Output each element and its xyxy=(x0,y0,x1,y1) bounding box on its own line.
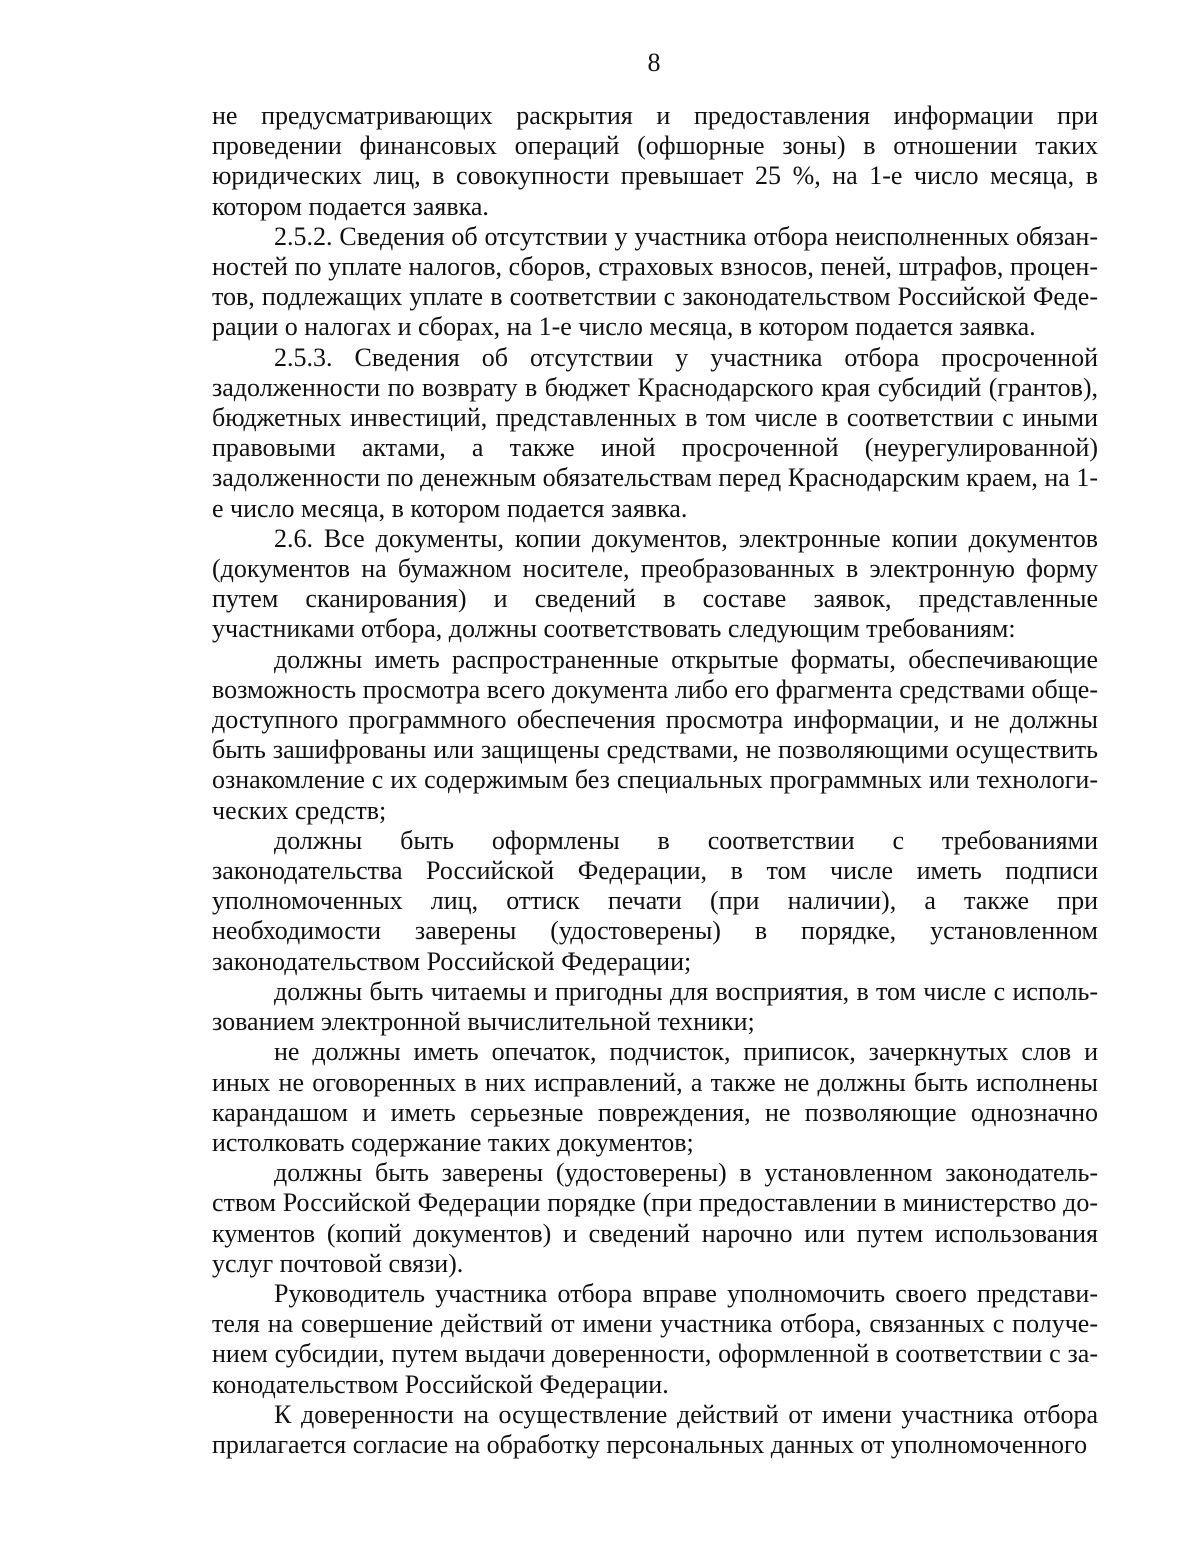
paragraph-2-5-3: 2.5.3. Сведения об отсутствии у участника отбора просроченной задолженности по возврату в бюджет Краснодарского края субсидий (грантов), бюджетных инвестиций, представленных в том числе в соответствии с иными правовыми актами, а также иной просроченной (неурегулированной) задолженности по денежным обязательствам перед Краснодарским краем, на 1-е число месяца, в котором подается заявка. xyxy=(212,342,1098,523)
requirement-readable: должны быть читаемы и пригодны для восприятия, в том числе с использованием электронной вычислительной техники; xyxy=(212,976,1098,1037)
document-body xyxy=(212,101,1098,1460)
paragraph-2-6: 2.6. Все документы, копии документов, электронные копии документов (документов на бумажном носителе, преобразованных в электронную форму путем сканирования) и сведений в составе заявок, представленные участниками отбора, должны соответствовать следующим требованиям: xyxy=(212,523,1098,644)
requirement-certified: должны быть заверены (удостоверены) в установленном законодательством Российской Федерации порядке (при предоставлении в министерство документов (копий документов) и сведений нарочно или путем использования услуг почтовой связи). xyxy=(212,1158,1098,1278)
requirement-open-formats: должны иметь распространенные открытые форматы, обеспечивающие возможность просмотра всего документа либо его фрагмента средствами общедоступного программного обеспечения просмотра информации, и не должны быть зашифрованы или защищены средствами, не позволяющими осуществить ознакомление с их содержимым без специальных программных или технологических средств; xyxy=(212,644,1098,825)
paragraph-power-of-attorney: К доверенности на осуществление действий от имени участника отбора прилагается согласие на обработку персональных данных от уполномоченного xyxy=(212,1399,1098,1459)
paragraph-offshore-continuation: не предусматривающих раскрытия и предоставления информации при проведении финансовых операций (офшорные зоны) в отношении таких юридических лиц, в совокупности превышает 25 %, на 1-е число месяца, в котором подается заявка. xyxy=(212,101,1098,221)
paragraph-representative: Руководитель участника отбора вправе уполномочить своего представителя на совершение действий от имени участника отбора, связанных с получением субсидии, путем выдачи доверенности, оформленной в соответствии с законодательством Российской Федерации. xyxy=(212,1278,1098,1399)
paragraph-2-5-2: 2.5.2. Сведения об отсутствии у участника отбора неисполненных обязанностей по уплате налогов, сборов, страховых взносов, пеней, штрафов, процентов, подлежащих уплате в соответствии с законодательством Российской Федерации о налогах и сборах, на 1-е число месяца, в котором подается заявка. xyxy=(212,221,1098,342)
requirement-legal-form: должны быть оформлены в соответствии с требованиями законодательства Российской Федерации, в том числе иметь подписи уполномоченных лиц, оттиск печати (при наличии), а также при необходимости заверены (удостоверены) в порядке, установленном законодательством Российской Федерации; xyxy=(212,825,1098,976)
page-number: 8 xyxy=(647,48,661,77)
requirement-no-corrections: не должны иметь опечаток, подчисток, приписок, зачеркнутых слов и иных не оговоренных в них исправлений, а также не должны быть исполнены карандашом и иметь серьезные повреждения, не позволяющие однозначно истолковать содержание таких документов; xyxy=(212,1037,1098,1157)
